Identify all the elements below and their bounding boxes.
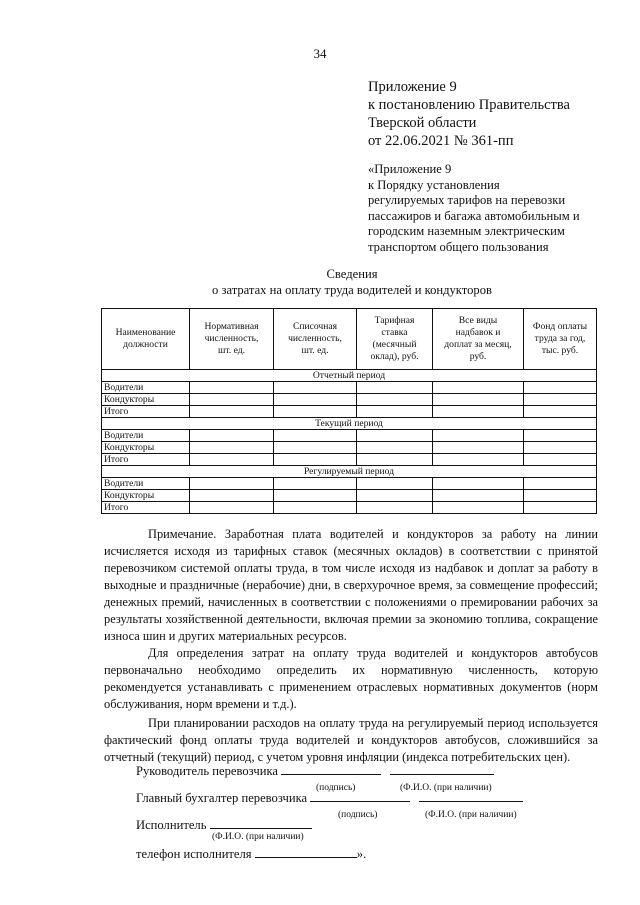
costs-table <box>101 308 597 514</box>
accountant-fio-field <box>419 801 523 802</box>
accountant-sign-field <box>310 801 410 802</box>
col-header-allowances: Все виды надбавок и доплат за месяц, руб. <box>433 309 524 370</box>
table-row <box>102 430 597 442</box>
period-label: Отчетный период <box>102 370 597 382</box>
row-label: Кондукторы <box>102 442 190 454</box>
col-header-rate: Тарифная ставка (месячный оклад), руб. <box>357 309 433 370</box>
head-sign-field <box>281 774 381 775</box>
row-label: Водители <box>102 430 190 442</box>
note-paragraph: Для определения затрат на оплату труда водителей и кондукторов автобусов первоначально необходимо определить их нормативную численность, которую рекомендуется устанавливать с применением отраслевых нормативных документов (норм обслуживания, норм времени и т.д.). <box>104 646 598 711</box>
appendix-line: от 22.06.2021 № 361-пп <box>368 133 514 149</box>
fio-caption: (Ф.И.О. (при наличии) <box>425 810 517 820</box>
period-label: Текущий период <box>102 418 597 430</box>
fio-caption: (Ф.И.О. (при наличии) <box>400 783 492 793</box>
col-header-list-count: Списочная численность, шт. ед. <box>274 309 357 370</box>
appendix-inner-line: городским наземным электрическим <box>368 224 565 239</box>
col-header-normative: Нормативная численность, шт. ед. <box>190 309 274 370</box>
row-label: Итого <box>102 502 190 514</box>
fio-caption: (Ф.И.О. (при наличии) <box>212 832 304 842</box>
appendix-line: Приложение 9 <box>368 79 457 95</box>
col-header-position: Наименование должности <box>102 309 190 370</box>
appendix-inner-line: регулируемых тарифов на перевозки <box>368 193 566 208</box>
closing-quote: ». <box>356 847 367 861</box>
period-label: Регулируемый период <box>102 466 597 478</box>
executor-signature-line <box>136 818 312 833</box>
document-subtitle: о затратах на оплату труда водителей и кондукторов <box>212 283 492 297</box>
sign-caption: (подпись) <box>338 810 378 820</box>
table-row <box>102 502 597 514</box>
table-row <box>102 454 597 466</box>
appendix-inner-line: пассажиров и багажа автомобильным и <box>368 208 580 223</box>
phone-label: телефон исполнителя <box>136 847 252 861</box>
phone-line <box>136 847 366 862</box>
accountant-label: Главный бухгалтер перевозчика <box>136 791 308 805</box>
executor-fio-field <box>210 828 312 829</box>
table-row <box>102 442 597 454</box>
table-header-row <box>102 309 597 370</box>
appendix-block <box>368 78 570 150</box>
appendix-inner-block <box>368 162 580 256</box>
period-row <box>102 370 597 382</box>
phone-field <box>255 857 357 858</box>
note-paragraph: Примечание. Заработная плата водителей и кондукторов за работу на линии исчисляется исходя из тарифных ставок (месячных окладов) в соответствии с принятой перевозчиком системой оплаты труда, в том числе исходя из надбавок и доплат за работу в выходные и праздничные (нерабочие) дни, в сверхурочное время, за совмещение профессий; денежных премий, начисленных в соответствии с положениями о премировании рабочих за результаты хозяйственной деятельности, включая премии за экономию топлива, сокращение износа шин и других материальных ресурсов. <box>104 527 598 643</box>
note-paragraph: При планировании расходов на оплату труда на регулируемый период используется фактический фонд оплаты труда водителей и кондукторов автобусов, сложившийся за отчетный (текущий) период, с учетом уровня инфляции (индекса потребительских цен). <box>104 716 598 764</box>
row-label: Итого <box>102 406 190 418</box>
head-signature-line <box>136 764 494 779</box>
period-row <box>102 418 597 430</box>
period-row <box>102 466 597 478</box>
notes-section <box>104 526 598 766</box>
head-label: Руководитель перевозчика <box>136 764 278 778</box>
row-label: Кондукторы <box>102 490 190 502</box>
row-label: Кондукторы <box>102 394 190 406</box>
table-row <box>102 394 597 406</box>
document-title: Сведения <box>326 267 378 281</box>
executor-label: Исполнитель <box>136 818 207 832</box>
page-number: 34 <box>313 46 327 61</box>
appendix-line: к постановлению Правительства <box>368 97 570 113</box>
appendix-inner-line: «Приложение 9 <box>368 162 452 176</box>
sign-caption: (подпись) <box>316 783 356 793</box>
table-row <box>102 478 597 490</box>
head-fio-field <box>390 774 494 775</box>
col-header-fund: Фонд оплаты труда за год, тыс. руб. <box>524 309 597 370</box>
row-label: Водители <box>102 382 190 394</box>
table-row <box>102 490 597 502</box>
appendix-inner-line: к Порядку установления <box>368 177 500 192</box>
appendix-line: Тверской области <box>368 115 477 131</box>
table-row <box>102 406 597 418</box>
row-label: Водители <box>102 478 190 490</box>
accountant-signature-line <box>136 791 523 806</box>
table-row <box>102 382 597 394</box>
row-label: Итого <box>102 454 190 466</box>
appendix-inner-line: транспортом общего пользования <box>368 239 549 254</box>
